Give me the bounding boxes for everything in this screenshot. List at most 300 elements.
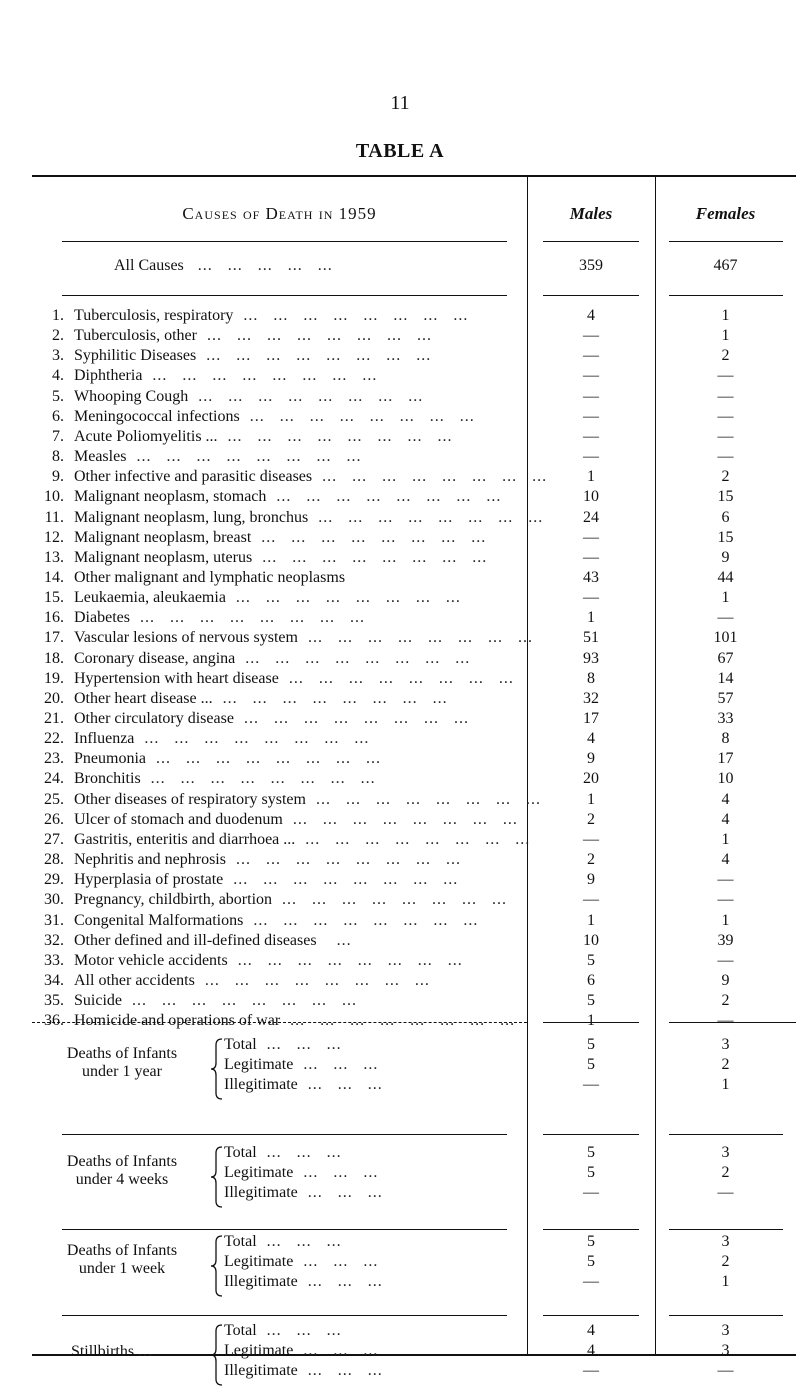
row-number: 25. [44,790,64,808]
row-label-text: Meningococcal infections [74,407,240,425]
group-item-label: Legitimate ... ... ... [224,1164,379,1181]
row-number: 21. [44,710,64,727]
row-label-text: Leukaemia, aleukaemia [74,589,226,607]
group-title-line2: under 4 weeks [75,1171,169,1188]
row-label-text: Measles [74,448,127,466]
row-number: 8. [52,448,64,466]
group-item-males: 4 [587,1322,595,1339]
row-females: 57 [717,689,734,707]
row-label: Motor vehicle accidents ... ... ... ... ... ... ... ... [74,951,463,969]
row-label-text: Homicide and operations of war [74,1012,281,1030]
row-number: 28. [44,851,64,869]
section-rule [62,295,507,296]
row-label-text: Pneumonia [74,750,146,768]
row-label: Gastritis, enteritis and diarrhoea ... ... ... ... ... ... ... ... ... [74,830,531,848]
group-item-label: Total ... ... ... [224,1322,342,1339]
table-row [32,730,796,750]
table-row [32,327,796,347]
row-males: 93 [583,649,599,667]
group-title-line2: under 1 week [78,1260,166,1277]
group-item-text: Illegitimate [224,1362,298,1379]
row-label: Bronchitis ... ... ... ... ... ... ... ... [74,770,376,788]
group-title-line1: Deaths of Infants [66,1242,178,1259]
group-item-females: 3 [721,1036,730,1053]
table-row [32,509,796,529]
all-causes-males: 359 [579,257,603,274]
table-row [32,972,796,992]
row-number: 6. [52,407,64,425]
row-males: 2 [587,851,595,869]
row-label: Vascular lesions of nervous system ... ... ... ... ... ... ... ... [74,629,533,647]
row-label-text: Hypertension with heart disease [74,669,279,687]
row-males: 1 [587,790,595,808]
row-males: 10 [583,931,599,949]
table-row [32,569,796,589]
row-females: 101 [713,629,738,647]
row-label-text: Motor vehicle accidents [74,951,228,969]
row-males: 4 [587,307,595,324]
row-number: 12. [44,528,64,546]
group-item-text: Total [224,1144,257,1161]
row-females: 1 [721,589,730,607]
row-label-text: Syphilitic Diseases [74,347,197,365]
row-females: 2 [721,992,730,1010]
row-females: 44 [717,568,734,586]
row-females: 2 [721,468,730,486]
row-label: Syphilitic Diseases ... ... ... ... ... ... ... ... [74,347,432,365]
all-causes-females: 467 [713,257,738,274]
group-item-text: Legitimate [224,1342,294,1359]
group-rule-males [543,1134,639,1135]
row-number: 22. [44,730,64,748]
group-brace [210,1145,224,1209]
header-males: Males [569,204,613,223]
row-label-text: Influenza [74,730,135,748]
row-males: 43 [583,568,599,586]
row-label-text: Malignant neoplasm, stomach [74,488,267,506]
row-label: Acute Poliomyelitis ... ... ... ... ... ... ... ... ... [74,427,453,445]
row-number: 34. [44,971,64,989]
row-label-text: Whooping Cough [74,387,189,405]
row-males: — [583,528,599,546]
row-label: Influenza ... ... ... ... ... ... ... ... [74,730,370,748]
group-rule-females [669,1134,783,1135]
row-label-text: Other heart disease ... [74,689,213,707]
row-number: 17. [44,629,64,647]
row-females: — [717,407,734,425]
row-number: 2. [52,327,64,345]
row-females: 9 [721,548,730,566]
group-item-females: 2 [721,1056,730,1073]
row-number: 20. [44,689,64,707]
row-females: 1 [721,327,730,345]
group-item-males: — [583,1184,599,1201]
row-males: — [583,327,599,345]
row-label-text: Tuberculosis, respiratory [74,307,234,324]
group-rule [62,1229,507,1230]
row-males: 51 [583,629,599,647]
group-item-text: Total [224,1233,257,1250]
group-item-label: Illegitimate ... ... ... [224,1362,383,1379]
row-males: 1 [587,468,595,486]
table-row [32,448,796,468]
table-row [32,952,796,972]
row-number: 13. [44,548,64,566]
row-number: 14. [44,568,64,586]
row-number: 7. [52,427,64,445]
group-item-text: Illegitimate [224,1076,298,1093]
row-label: Leukaemia, aleukaemia ... ... ... ... ... ... ... ... [74,589,461,607]
row-label: Other heart disease ... ... ... ... ... ... ... ... ... [74,689,448,707]
group-item-females: 3 [721,1342,730,1359]
group-item-label: Total ... ... ... [224,1144,342,1161]
row-males: 9 [587,871,595,889]
row-males: — [583,448,599,466]
table-row [32,468,796,488]
table-row [32,367,796,387]
row-females: 10 [717,770,734,788]
table-row [32,811,796,831]
table-row [32,851,796,871]
header-causes: Causes of Death in 1959 [182,204,377,223]
row-number: 26. [44,810,64,828]
row-males: 1 [587,609,595,627]
row-males: 8 [587,669,595,687]
row-number: 24. [44,770,64,788]
row-label-text: Other diseases of respiratory system [74,790,306,808]
table-row [32,690,796,710]
group-item-females: — [717,1184,734,1201]
row-males: — [583,891,599,909]
group-item-text: Legitimate [224,1164,294,1181]
group-item-males: — [583,1362,599,1379]
group-title-line1: Stillbirths [70,1343,135,1360]
table-row [32,408,796,428]
group-item-females: 1 [721,1076,730,1093]
row-label: Malignant neoplasm, uterus ... ... ... ... ... ... ... ... [74,548,488,566]
row-females: — [717,871,734,889]
row-number: 4. [52,367,64,385]
row-label: Congenital Malformations ... ... ... ... ... ... ... ... [74,911,479,929]
row-males: 9 [587,750,595,768]
row-males: 24 [583,508,599,526]
row-label: Meningococcal infections ... ... ... ... ... ... ... ... [74,407,475,425]
group-item-females: 3 [721,1144,730,1161]
row-females: 6 [721,508,730,526]
row-males: 5 [587,951,595,969]
row-label: Diphtheria ... ... ... ... ... ... ... ... [74,367,378,385]
row-label: All other accidents ... ... ... ... ... ... ... ... [74,971,430,989]
row-label: Whooping Cough ... ... ... ... ... ... ... ... [74,387,424,405]
row-females: 9 [721,971,730,989]
header-females: Females [695,204,756,223]
row-label-text: Coronary disease, angina [74,649,236,667]
row-number: 11. [44,508,64,526]
row-females: — [717,1012,734,1030]
row-females: 15 [717,488,734,506]
table-row [32,871,796,891]
row-label: Malignant neoplasm, breast ... ... ... ... ... ... ... ... [74,528,487,546]
row-label-text: Hyperplasia of prostate [74,871,224,889]
row-label: Homicide and operations of war ... ... ... ... ... ... ... ... [74,1012,516,1030]
infant-section-rule [32,1022,527,1023]
group-item-label: Illegitimate ... ... ... [224,1273,383,1290]
table-row [32,770,796,790]
group-item-text: Total [224,1322,257,1339]
row-males: — [583,548,599,566]
group-title-line2: under 1 year [82,1063,162,1080]
row-label: Tuberculosis, other ... ... ... ... ... ... ... ... [74,327,432,345]
row-females: — [717,891,734,909]
row-females: 14 [717,669,734,687]
infant-section-rule-males [543,1022,639,1023]
group-title [32,1242,212,1278]
row-females: — [717,448,734,466]
table-row [32,488,796,508]
table-row [32,428,796,448]
row-males: 10 [583,488,599,506]
row-label: Measles ... ... ... ... ... ... ... ... [74,448,362,466]
group-item-text: Total [224,1036,257,1053]
group-brace [210,1323,224,1387]
row-label-text: Tuberculosis, other [74,327,197,345]
row-number: 32. [44,931,64,949]
group-item-females: 2 [721,1253,730,1270]
table-row [32,347,796,367]
row-label: Pneumonia ... ... ... ... ... ... ... ... [74,750,381,768]
header-rule [62,241,507,242]
row-males: 5 [587,992,595,1010]
row-label: Nephritis and nephrosis ... ... ... ... ... ... ... ... [74,851,461,869]
row-label-text: Bronchitis [74,770,141,788]
row-number: 3. [52,347,64,365]
group-item-label: Legitimate ... ... ... [224,1056,379,1073]
row-number: 10. [44,488,64,506]
row-females: 4 [721,810,730,828]
row-males: 1 [587,1012,595,1030]
group-title: Stillbirths ... [70,1343,154,1360]
table-row [32,831,796,851]
group-item-label: Illegitimate ... ... ... [224,1076,383,1093]
table-row [32,609,796,629]
group-item-label: Total ... ... ... [224,1233,342,1250]
group-title [32,1153,212,1189]
row-number: 1. [52,307,64,324]
table-row [32,891,796,911]
row-females: — [717,387,734,405]
row-label-text: Other infective and parasitic diseases [74,468,313,486]
row-label-text: Other malignant and lymphatic neoplasms [74,568,346,586]
row-females: 2 [721,347,730,365]
table-row [32,670,796,690]
row-label-text: Nephritis and nephrosis [74,851,226,869]
group-item-males: 4 [587,1342,595,1359]
group-item-label: Total ... ... ... [224,1036,342,1053]
row-females: 15 [717,528,734,546]
row-number: 23. [44,750,64,768]
group-rule-females [669,1315,783,1316]
row-label [74,569,519,587]
table-row [32,549,796,569]
row-label-text: Pregnancy, childbirth, abortion [74,891,273,909]
table-row [32,589,796,609]
all-causes-text: All Causes [114,257,184,274]
row-females: 4 [721,790,730,808]
infant-section-rule-females [669,1022,796,1023]
row-females: 1 [721,830,730,848]
group-item-females: 3 [721,1233,730,1250]
row-number: 30. [44,891,64,909]
row-number: 19. [44,669,64,687]
row-label-text: Gastritis, enteritis and diarrhoea ... [74,830,296,848]
table-row [32,750,796,770]
row-females: 17 [717,750,734,768]
group-title-line1: Deaths of Infants [66,1045,178,1062]
row-females: — [717,951,734,969]
header-rule-males [543,241,639,242]
group-item-females: — [717,1362,734,1379]
header-rule-females [669,241,783,242]
row-females: 4 [721,851,730,869]
group-item-males: 5 [587,1056,595,1073]
table-row [32,912,796,932]
row-males: — [583,347,599,365]
row-label: Coronary disease, angina ... ... ... ... ... ... ... ... [74,649,471,667]
group-item-females: 1 [721,1273,730,1290]
group-title-line1: Deaths of Infants [66,1153,178,1170]
row-label-text: Malignant neoplasm, breast [74,528,252,546]
group-item-text: Illegitimate [224,1184,298,1201]
row-males: 4 [587,730,595,748]
row-label: Malignant neoplasm, lung, bronchus ... ... ... ... ... ... ... ... [74,508,544,526]
group-rule-males [543,1229,639,1230]
page-number: 11 [390,92,410,114]
row-label: Tuberculosis, respiratory ... ... ... ... ... ... ... ... [74,307,469,324]
row-number: 9. [52,468,64,486]
group-item-males: 5 [587,1144,595,1161]
row-label: Hyperplasia of prostate ... ... ... ... ... ... ... ... [74,871,459,889]
table-row [32,529,796,549]
row-label: Other defined and ill-defined diseases ... [74,931,352,949]
row-label: Pregnancy, childbirth, abortion ... ... ... ... ... ... ... ... [74,891,508,909]
row-number: 5. [52,387,64,405]
row-males: 32 [583,689,599,707]
group-item-males: 5 [587,1036,595,1053]
row-males: — [583,427,599,445]
row-label-text: Other circulatory disease [74,710,234,727]
row-females: 1 [721,911,730,929]
row-females: — [717,427,734,445]
group-item-label: Legitimate ... ... ... [224,1253,379,1270]
row-label-text: Other defined and ill-defined diseases [74,931,317,949]
group-item-label: Legitimate ... ... ... [224,1342,379,1359]
section-rule-males [543,295,639,296]
table-row [32,791,796,811]
group-rule [62,1134,507,1135]
row-number: 15. [44,589,64,607]
row-males: — [583,407,599,425]
row-label: Diabetes ... ... ... ... ... ... ... ... [74,609,365,627]
row-number: 33. [44,951,64,969]
row-label-text: Suicide [74,992,122,1010]
group-item-females: 3 [721,1322,730,1339]
row-males: 2 [587,810,595,828]
group-brace [210,1037,224,1101]
all-causes-label: All Causes ... ... ... ... ... [114,257,333,274]
row-label-text: Ulcer of stomach and duodenum [74,810,283,828]
row-label: Other diseases of respiratory system ... ... ... ... ... ... ... ... [74,790,541,808]
table-row [32,629,796,649]
group-item-males: 5 [587,1233,595,1250]
row-males: — [583,387,599,405]
row-males: — [583,589,599,607]
table-row [32,650,796,670]
row-number: 16. [44,609,64,627]
group-title [32,1045,212,1081]
row-label-text: All other accidents [74,971,195,989]
table-row [32,932,796,952]
group-rule-females [669,1229,783,1230]
table-row [32,388,796,408]
row-label: Hypertension with heart disease ... ... ... ... ... ... ... ... [74,669,514,687]
row-males: — [583,830,599,848]
row-females: — [717,609,734,627]
row-females: 39 [717,931,734,949]
row-label-text: Congenital Malformations [74,911,244,929]
table-row [32,992,796,1012]
row-females: 67 [717,649,734,667]
row-label-text: Malignant neoplasm, lung, bronchus [74,508,309,526]
row-females: 33 [717,710,734,727]
group-item-males: — [583,1076,599,1093]
group-rule [62,1315,507,1316]
group-item-females: 2 [721,1164,730,1181]
all-causes-row [32,257,796,277]
group-brace [210,1234,224,1298]
row-females: — [717,367,734,385]
table-title: TABLE A [355,140,445,162]
row-label: Malignant neoplasm, stomach ... ... ... ... ... ... ... ... [74,488,502,506]
row-number: 35. [44,992,64,1010]
row-males: — [583,367,599,385]
row-number: 18. [44,649,64,667]
row-label: Ulcer of stomach and duodenum ... ... ... ... ... ... ... ... [74,810,518,828]
table-row [32,307,796,327]
row-label-text: Diabetes [74,609,130,627]
row-males: 20 [583,770,599,788]
row-label: Suicide ... ... ... ... ... ... ... ... [74,992,357,1010]
row-number: 31. [44,911,64,929]
mortality-table [32,175,796,1379]
row-number: 36. [44,1012,64,1030]
row-label-text: Malignant neoplasm, uterus [74,548,253,566]
row-label: Other circulatory disease ... ... ... ... ... ... ... ... [74,710,469,727]
row-number: 27. [44,830,64,848]
row-label-text: Vascular lesions of nervous system [74,629,298,647]
group-item-label: Illegitimate ... ... ... [224,1184,383,1201]
row-label: Other infective and parasitic diseases ... ... ... ... ... ... ... ... [74,468,548,486]
group-item-text: Legitimate [224,1056,294,1073]
section-rule-females [669,295,783,296]
row-males: 17 [583,710,599,727]
table-row [32,710,796,730]
row-label-text: Diphtheria [74,367,143,385]
group-item-text: Illegitimate [224,1273,298,1290]
row-females: 1 [721,307,730,324]
row-males: 1 [587,911,595,929]
row-females: 8 [721,730,730,748]
group-item-males: — [583,1273,599,1290]
